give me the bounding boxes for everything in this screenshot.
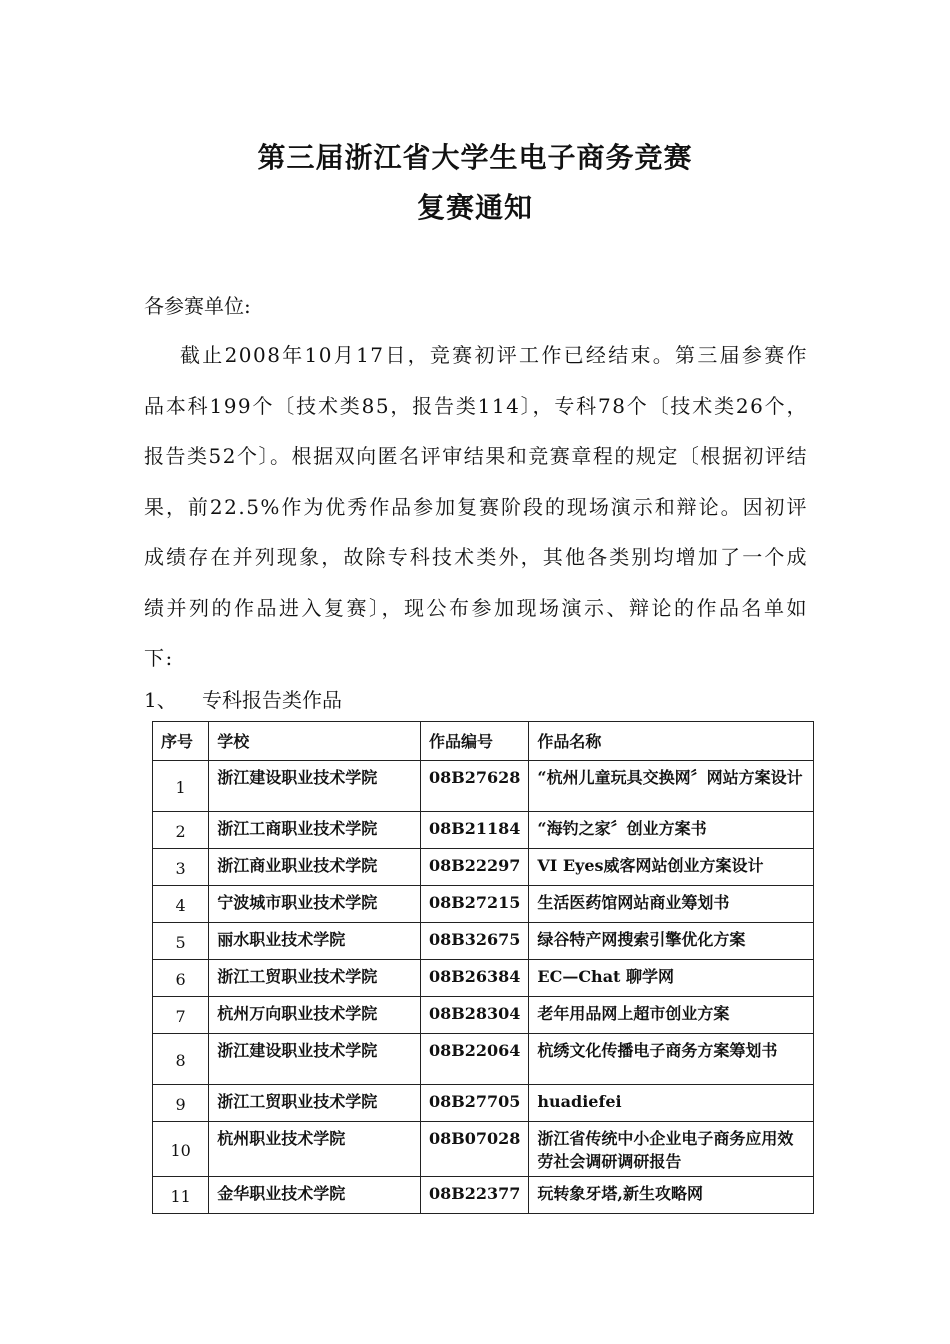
row-seq: 7: [153, 997, 209, 1034]
row-school: 浙江工贸职业技术学院: [209, 1085, 421, 1122]
row-work-name: huadiefei: [529, 1085, 814, 1122]
row-code: 08B27628: [420, 761, 528, 812]
row-code: 08B22297: [420, 849, 528, 886]
row-seq: 2: [153, 812, 209, 849]
table-row: [153, 812, 814, 849]
row-seq: 8: [153, 1034, 209, 1085]
row-seq: 5: [153, 923, 209, 960]
row-work-name: VI Eyes威客网站创业方案设计: [529, 849, 814, 886]
row-school: 杭州万向职业技术学院: [209, 997, 421, 1034]
row-code: 08B22064: [420, 1034, 528, 1085]
section-title: 专科报告类作品: [202, 688, 342, 712]
table-row: [153, 1034, 814, 1085]
row-code: 08B26384: [420, 960, 528, 997]
row-code: 08B22377: [420, 1177, 528, 1214]
header-code: 作品编号: [420, 722, 528, 761]
body-paragraph: 截止2008年10月17日，竞赛初评工作已经结束。第三届参赛作品本科199个〔技术类85，报告类114〕，专科78个〔技术类26个，报告类52个〕。根据双向匿名评审结果和竞赛章程的规定〔根据初评结果，前22.5%作为优秀作品参加复赛阶段的现场演示和辩论。因初评成绩存在并列现象，故除专科技术类外，其他各类别均增加了一个成绩并列的作品进入复赛〕，现公布参加现场演示、辩论的作品名单如下:: [144, 343, 808, 670]
header-seq: 序号: [153, 722, 209, 761]
header-name: 作品名称: [529, 722, 814, 761]
row-school: 丽水职业技术学院: [209, 923, 421, 960]
row-school: 浙江建设职业技术学院: [209, 1034, 421, 1085]
row-code: 08B32675: [420, 923, 528, 960]
row-school: 浙江工贸职业技术学院: [209, 960, 421, 997]
row-school: 浙江工商职业技术学院: [209, 812, 421, 849]
section-heading: [144, 684, 342, 713]
table-row: [153, 997, 814, 1034]
table-row: [153, 1122, 814, 1177]
table-row: [153, 960, 814, 997]
salutation: 各参赛单位:: [144, 294, 251, 318]
row-school: 宁波城市职业技术学院: [209, 886, 421, 923]
header-school: 学校: [209, 722, 421, 761]
section-number: 1、: [144, 688, 177, 712]
row-code: 08B07028: [420, 1122, 528, 1177]
row-school: 金华职业技术学院: [209, 1177, 421, 1214]
table-row: [153, 1085, 814, 1122]
row-seq: 6: [153, 960, 209, 997]
row-seq: 1: [153, 761, 209, 812]
table-row: [153, 923, 814, 960]
row-work-name: “杭州儿童玩具交换网〞网站方案设计: [529, 761, 814, 812]
row-school: 浙江商业职业技术学院: [209, 849, 421, 886]
row-school: 浙江建设职业技术学院: [209, 761, 421, 812]
row-work-name: 浙江省传统中小企业电子商务应用效劳社会调研调研报告: [529, 1122, 814, 1177]
row-seq: 3: [153, 849, 209, 886]
table-row: [153, 849, 814, 886]
row-seq: 4: [153, 886, 209, 923]
row-work-name: 老年用品网上超市创业方案: [529, 997, 814, 1034]
table-row: [153, 886, 814, 923]
row-code: 08B27215: [420, 886, 528, 923]
row-school: 杭州职业技术学院: [209, 1122, 421, 1177]
row-code: 08B27705: [420, 1085, 528, 1122]
row-work-name: 绿谷特产网搜索引擎优化方案: [529, 923, 814, 960]
row-code: 08B21184: [420, 812, 528, 849]
works-table: [152, 721, 814, 1214]
row-work-name: 生活医药馆网站商业筹划书: [529, 886, 814, 923]
row-work-name: EC—Chat 聊学网: [529, 960, 814, 997]
row-code: 08B28304: [420, 997, 528, 1034]
table-header-row: [153, 722, 814, 761]
document-title: 第三届浙江省大学生电子商务竞赛: [257, 141, 693, 174]
row-seq: 10: [153, 1122, 209, 1177]
row-work-name: 杭绣文化传播电子商务方案筹划书: [529, 1034, 814, 1085]
row-seq: 11: [153, 1177, 209, 1214]
table-row: [153, 1177, 814, 1214]
row-work-name: “海钓之家〞创业方案书: [529, 812, 814, 849]
table-row: [153, 761, 814, 812]
row-seq: 9: [153, 1085, 209, 1122]
row-work-name: 玩转象牙塔,新生攻略网: [529, 1177, 814, 1214]
document-subtitle: 复赛通知: [416, 191, 533, 224]
